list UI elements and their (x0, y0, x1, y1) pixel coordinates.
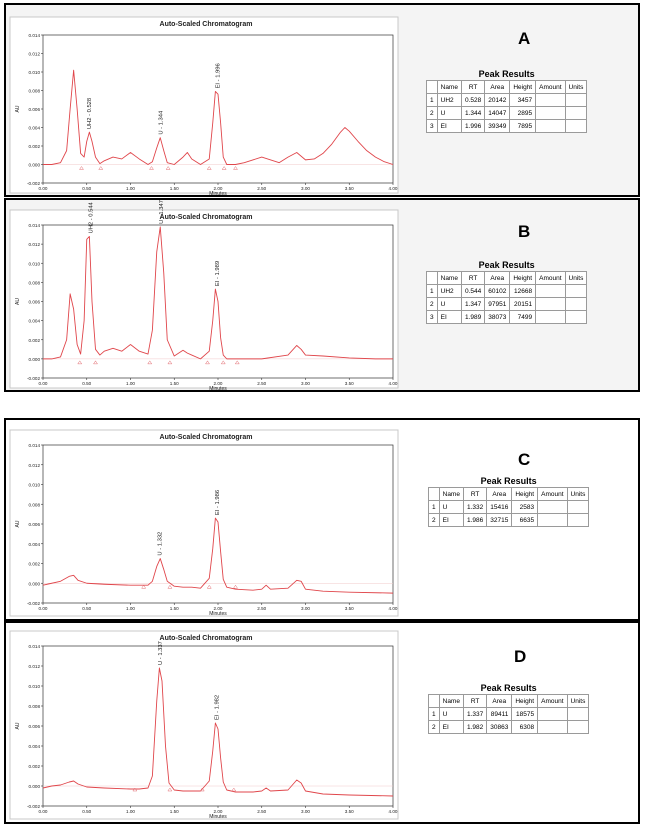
table-row (429, 721, 589, 734)
peak-label: U - 1.332 (157, 531, 164, 556)
x-tick-label: 2.50 (257, 809, 267, 814)
table-cell: UH2 (437, 285, 461, 298)
chart-title: Auto-Scaled Chromatogram (159, 21, 253, 28)
table-cell (536, 311, 565, 324)
table-header-row (427, 81, 587, 94)
panel-b (4, 198, 640, 392)
column-header: RT (461, 272, 484, 285)
peak-label: EI - 1.982 (214, 694, 221, 720)
panel-letter: D (514, 647, 527, 666)
column-header: Amount (538, 695, 567, 708)
x-tick-label: 4.00 (388, 186, 398, 191)
table-cell: 3457 (510, 94, 536, 107)
column-header: Units (565, 81, 587, 94)
table-row (427, 120, 587, 133)
column-header: Amount (536, 272, 565, 285)
peak-results-title: Peak Results (480, 476, 537, 486)
y-tick-label: 0.012 (28, 242, 40, 248)
x-tick-label: 2.00 (213, 809, 223, 814)
x-tick-label: 0.00 (38, 809, 48, 814)
table-cell: 18575 (512, 708, 538, 721)
x-tick-label: 0.50 (82, 186, 92, 191)
column-header: Name (437, 81, 461, 94)
table-cell: 2 (429, 514, 440, 527)
chart-title: Auto-Scaled Chromatogram (159, 635, 253, 642)
table-cell (565, 285, 587, 298)
table-cell: EI (437, 120, 461, 133)
table-cell: 6635 (512, 514, 538, 527)
peak-results-table (428, 487, 589, 527)
column-header (427, 272, 438, 285)
panel-letter: C (518, 450, 531, 469)
x-tick-label: 1.00 (126, 606, 135, 611)
table-cell: 3 (427, 311, 438, 324)
table-cell: 6308 (512, 721, 538, 734)
y-tick-label: 0.002 (28, 337, 40, 343)
y-tick-label: -0.002 (26, 804, 40, 809)
table-cell: 12668 (510, 285, 536, 298)
table-cell: 2 (427, 107, 438, 120)
y-tick-label: 0.008 (28, 704, 40, 709)
y-tick-label: 0.006 (28, 724, 40, 729)
x-tick-label: 1.00 (126, 809, 135, 814)
y-tick-label: 0.004 (28, 541, 40, 547)
table-cell: 60102 (485, 285, 510, 298)
y-tick-label: -0.002 (26, 181, 40, 186)
x-tick-label: 3.50 (344, 186, 354, 191)
column-header: Area (485, 81, 510, 94)
x-tick-label: 0.00 (38, 186, 48, 191)
x-tick-label: 3.00 (301, 186, 310, 191)
table-cell: 1 (427, 285, 438, 298)
table-cell (567, 514, 589, 527)
column-header: Name (437, 272, 461, 285)
table-cell: 15416 (487, 501, 512, 514)
peak-label: EI - 1.986 (214, 489, 221, 516)
peak-label: EI - 1.996 (215, 63, 222, 89)
x-axis-label: Minutes (209, 386, 227, 390)
y-tick-label: 0.000 (28, 784, 40, 789)
y-tick-label: 0.012 (28, 462, 40, 468)
table-cell: 7895 (510, 120, 536, 133)
y-tick-label: -0.002 (26, 601, 40, 606)
peak-label: EI - 1.989 (215, 260, 222, 287)
column-header: Name (439, 695, 463, 708)
table-cell: 14047 (485, 107, 510, 120)
peak-label: U - 1.347 (158, 200, 165, 224)
y-tick-label: 0.002 (28, 144, 40, 149)
table-cell: 1.986 (463, 514, 486, 527)
y-tick-label: 0.008 (28, 502, 40, 508)
table-cell (538, 708, 567, 721)
peak-label: U - 1.344 (158, 110, 165, 135)
y-tick-label: 0.000 (28, 356, 40, 362)
column-header: Area (487, 488, 512, 501)
table-cell: 3 (427, 120, 438, 133)
x-tick-label: 1.00 (126, 186, 135, 191)
table-cell: 2583 (512, 501, 538, 514)
peak-results-table (428, 694, 589, 734)
x-tick-label: 1.50 (169, 809, 179, 814)
table-cell: U (439, 708, 463, 721)
x-tick-label: 0.50 (82, 809, 92, 814)
column-header: Height (510, 81, 536, 94)
y-tick-label: 0.000 (28, 162, 40, 168)
table-row (427, 94, 587, 107)
y-tick-label: 0.014 (28, 644, 40, 649)
table-cell (536, 298, 565, 311)
y-tick-label: 0.000 (28, 581, 40, 587)
column-header: Units (567, 695, 589, 708)
y-tick-label: 0.010 (28, 684, 40, 689)
table-cell (565, 107, 587, 120)
table-row (429, 501, 589, 514)
table-row (427, 311, 587, 324)
x-tick-label: 3.50 (344, 381, 354, 386)
table-cell: 20142 (485, 94, 510, 107)
x-tick-label: 2.50 (257, 381, 267, 386)
x-tick-label: 3.00 (301, 381, 310, 386)
chart-frame (10, 210, 398, 388)
y-tick-label: 0.008 (28, 280, 40, 286)
table-cell: 89411 (487, 708, 512, 721)
table-cell: EI (439, 721, 463, 734)
table-cell (536, 94, 565, 107)
column-header: Area (487, 695, 512, 708)
x-tick-label: 0.00 (38, 606, 48, 611)
column-header: Amount (538, 488, 567, 501)
column-header: Height (512, 695, 538, 708)
y-tick-label: 0.004 (28, 318, 40, 324)
table-cell: EI (439, 514, 463, 527)
table-cell (538, 514, 567, 527)
table-cell (565, 94, 587, 107)
y-tick-label: 0.006 (28, 522, 40, 527)
table-cell (565, 298, 587, 311)
table-cell: 39349 (485, 120, 510, 133)
y-tick-label: 0.014 (28, 33, 40, 38)
chart-frame (10, 430, 398, 616)
x-tick-label: 2.00 (213, 381, 223, 386)
column-header: Units (565, 272, 587, 285)
column-header: Amount (536, 81, 565, 94)
peak-results (428, 683, 589, 734)
table-cell: 1.989 (461, 311, 484, 324)
y-tick-label: -0.002 (26, 376, 40, 381)
x-tick-label: 4.00 (388, 606, 398, 611)
peak-results-title: Peak Results (478, 69, 535, 79)
peak-results-table (426, 271, 587, 324)
table-header-row (429, 488, 589, 501)
table-cell (536, 285, 565, 298)
column-header (427, 81, 438, 94)
column-header: Name (439, 488, 463, 501)
x-tick-label: 0.50 (82, 381, 92, 386)
panel-d (4, 621, 640, 824)
table-cell: 7499 (510, 311, 536, 324)
column-header (429, 488, 440, 501)
table-cell: 1.344 (461, 107, 484, 120)
table-cell: 0.544 (461, 285, 484, 298)
y-tick-label: 0.008 (28, 88, 40, 94)
y-tick-label: 0.004 (28, 125, 40, 131)
column-header: Units (567, 488, 589, 501)
table-cell: 32715 (487, 514, 512, 527)
peak-label: UH2 - 0.528 (87, 97, 94, 130)
table-cell: 2 (427, 298, 438, 311)
x-tick-label: 2.00 (213, 186, 223, 191)
peak-results-title: Peak Results (480, 683, 537, 693)
panel-a (4, 3, 640, 197)
y-axis-label: AU (15, 105, 21, 113)
x-tick-label: 0.00 (38, 381, 48, 386)
x-tick-label: 2.50 (257, 186, 267, 191)
peak-results (426, 69, 587, 133)
table-header-row (427, 272, 587, 285)
peak-label: U - 1.337 (157, 641, 164, 665)
table-cell: 1 (429, 501, 440, 514)
column-header: Height (510, 272, 536, 285)
table-cell (567, 708, 589, 721)
table-cell (567, 721, 589, 734)
table-cell (536, 120, 565, 133)
x-tick-label: 1.50 (169, 186, 179, 191)
x-axis-label: Minutes (209, 814, 227, 820)
table-cell (565, 120, 587, 133)
table-row (429, 514, 589, 527)
table-cell: 1.332 (463, 501, 486, 514)
table-cell: 0.528 (461, 94, 484, 107)
panel-letter: A (518, 29, 531, 48)
y-tick-label: 0.010 (28, 261, 40, 267)
x-tick-label: 4.00 (388, 809, 398, 814)
column-header (429, 695, 440, 708)
table-cell: UH2 (437, 94, 461, 107)
x-tick-label: 2.00 (213, 606, 223, 611)
panel-c (4, 418, 640, 621)
panel-letter: B (518, 222, 531, 241)
x-tick-label: 1.50 (169, 381, 179, 386)
table-cell (536, 107, 565, 120)
table-cell: 97951 (485, 298, 510, 311)
table-row (429, 708, 589, 721)
table-cell: 1.347 (461, 298, 484, 311)
peak-results (428, 476, 589, 527)
x-tick-label: 2.50 (257, 606, 267, 611)
y-axis-label: AU (15, 298, 21, 305)
table-header-row (429, 695, 589, 708)
table-cell: 1.996 (461, 120, 484, 133)
y-tick-label: 0.010 (28, 482, 40, 488)
peak-results-table (426, 80, 587, 133)
x-tick-label: 1.50 (169, 606, 179, 611)
y-tick-label: 0.004 (28, 744, 40, 749)
y-tick-label: 0.006 (28, 299, 40, 305)
x-tick-label: 3.00 (301, 809, 310, 814)
x-tick-label: 3.50 (344, 606, 354, 611)
table-row (427, 298, 587, 311)
x-tick-label: 4.00 (388, 381, 398, 386)
table-row (427, 285, 587, 298)
chart-title: Auto-Scaled Chromatogram (159, 434, 253, 441)
table-cell: 1 (427, 94, 438, 107)
table-cell: 2 (429, 721, 440, 734)
y-tick-label: 0.014 (28, 223, 40, 228)
y-tick-label: 0.002 (28, 764, 40, 769)
column-header: RT (463, 488, 486, 501)
table-cell: 1.982 (463, 721, 486, 734)
table-cell: 1.337 (463, 708, 486, 721)
table-cell: EI (437, 311, 461, 324)
y-axis-label: AU (15, 722, 21, 730)
x-axis-label: Minutes (209, 611, 227, 617)
x-tick-label: 3.00 (301, 606, 310, 611)
x-tick-label: 1.00 (126, 381, 135, 386)
table-cell: 38073 (485, 311, 510, 324)
column-header: RT (463, 695, 486, 708)
y-tick-label: 0.014 (28, 443, 40, 448)
table-cell (538, 501, 567, 514)
peak-results (426, 260, 587, 324)
table-cell: 1 (429, 708, 440, 721)
y-tick-label: 0.010 (28, 70, 40, 75)
table-row (427, 107, 587, 120)
peak-results-title: Peak Results (478, 260, 535, 270)
table-cell: 30863 (487, 721, 512, 734)
y-tick-label: 0.006 (28, 107, 40, 112)
y-tick-label: 0.012 (28, 51, 40, 57)
table-cell (567, 501, 589, 514)
table-cell: U (439, 501, 463, 514)
chart-title: Auto-Scaled Chromatogram (159, 214, 253, 221)
y-axis-label: AU (15, 520, 21, 528)
column-header: Height (512, 488, 538, 501)
column-header: Area (485, 272, 510, 285)
table-cell (538, 721, 567, 734)
peak-label: UH2 - 0.544 (88, 202, 95, 234)
chart-frame (10, 17, 398, 193)
column-header: RT (461, 81, 484, 94)
y-tick-label: 0.002 (28, 561, 40, 567)
x-tick-label: 0.50 (82, 606, 92, 611)
table-cell: U (437, 107, 461, 120)
x-axis-label: Minutes (209, 191, 227, 195)
table-cell: 20151 (510, 298, 536, 311)
x-tick-label: 3.50 (344, 809, 354, 814)
table-cell (565, 311, 587, 324)
table-cell: 2895 (510, 107, 536, 120)
table-cell: U (437, 298, 461, 311)
y-tick-label: 0.012 (28, 664, 40, 669)
